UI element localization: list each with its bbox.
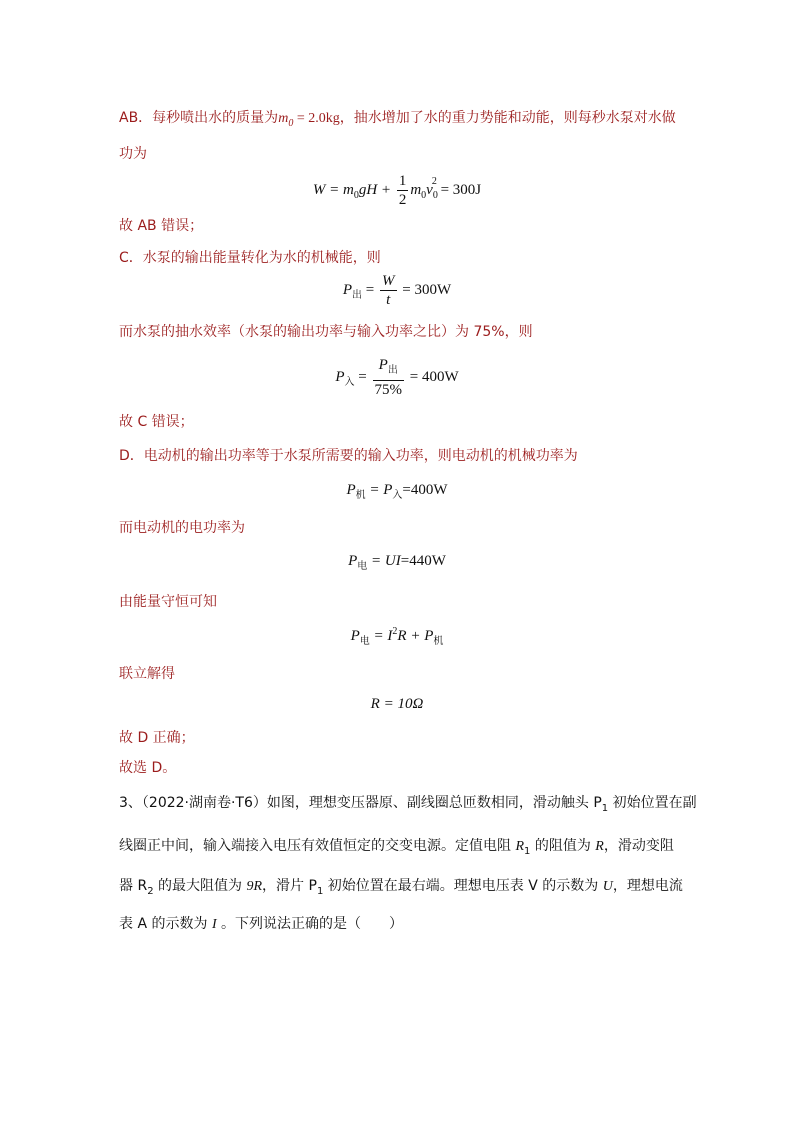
frac-t: t — [386, 292, 391, 308]
mass-symbol: m — [278, 111, 289, 126]
c-intro: C．水泵的输出能量转化为水的机械能，则 — [119, 250, 381, 266]
frac-w: W — [382, 273, 395, 289]
q3-line1-sub: 1 — [601, 802, 609, 814]
fraction-half — [397, 172, 409, 209]
efficiency-percent: 75% — [473, 324, 505, 340]
q3-line3 — [119, 876, 683, 902]
equation-p-out: $P_出$ = $\frac{W}{t}$ = 300W — [342, 273, 452, 308]
q3-line2-a: 线圈正中间，输入端接入电压有效值恒定的交变电源。定值电阻 — [119, 838, 516, 854]
equation-energy — [0, 626, 794, 647]
equation-p-in: $P_入$ = $\frac{P_出}{75\%}$ = 400W — [335, 357, 459, 398]
eq-d3-r: R + P — [397, 628, 434, 644]
eq-d2-sub: 电 — [357, 561, 368, 572]
eq-c1-p: P — [342, 281, 353, 298]
ab-prefix: AB．每秒喷出水的质量为 — [119, 110, 279, 126]
final-answer: 故选 D。 — [119, 760, 177, 776]
eq-d3-mid: = I — [369, 628, 393, 644]
eq-d1-p: P — [346, 482, 356, 498]
eq-d1-mid: = P — [365, 482, 393, 498]
d-line3: 由能量守恒可知 — [119, 594, 217, 610]
d-conclusion: 故 D 正确； — [119, 730, 195, 746]
ab-conclusion: 故 AB 错误； — [119, 218, 204, 234]
c-efficiency-line — [119, 322, 533, 342]
efficiency-text-b: ，则 — [504, 324, 533, 340]
eq-d1-result: =400W — [402, 482, 448, 498]
eq-w-left: W — [312, 181, 326, 198]
d-line2: 而电动机的电功率为 — [119, 520, 245, 536]
eq-c2-p: P — [335, 368, 345, 385]
eq-d4: R = 10Ω — [370, 696, 424, 712]
mass-subscript: 0 — [288, 117, 294, 129]
q3-line1-b: 初始位置在副 — [608, 795, 697, 811]
eq-w-vsub: 0 — [432, 189, 438, 201]
eq-c1-sub: 出 — [352, 289, 363, 301]
ab-statement-line2: 功为 — [119, 146, 147, 162]
eq-w-sub0: 0 — [353, 189, 359, 201]
equation-work — [0, 172, 794, 209]
eq-d1-sub2: 入 — [392, 490, 403, 501]
mass-value: = 2.0kg — [293, 111, 340, 126]
eq-d3-sub2: 机 — [433, 636, 444, 647]
d-intro: D．电动机的输出功率等于水泵所需要的输入功率，则电动机的机械功率为 — [119, 448, 578, 464]
q3-line3-f: ，理想电流 — [612, 878, 683, 894]
q3-r1-sub: 1 — [524, 845, 531, 857]
eq-w-sub1: 0 — [421, 189, 427, 201]
q3-i: I — [211, 917, 217, 932]
equation-p-elec — [0, 553, 794, 572]
frac-p-sub: 出 — [387, 365, 398, 376]
q3-line1 — [119, 793, 697, 819]
eq-d3-sup: 2 — [392, 626, 398, 637]
q3-r1: R — [515, 839, 525, 854]
q3-line2-b: 的阻值为 — [530, 838, 596, 854]
q3-line4-b: 。下列说法正确的是（ ） — [216, 916, 404, 932]
efficiency-text-a: 而水泵的抽水效率（水泵的输出功率与输入功率之比）为 — [119, 324, 474, 340]
d-line4: 联立解得 — [119, 666, 175, 682]
fraction-w-over-t — [380, 272, 397, 309]
q3-line4 — [119, 914, 403, 935]
eq-d2-p: P — [348, 553, 358, 569]
eq-w-gh: gH + — [358, 181, 395, 198]
c-conclusion: 故 C 错误； — [119, 414, 194, 430]
eq-w-v: v — [426, 181, 433, 198]
q3-r2-sub: 2 — [147, 885, 154, 897]
eq-d2-mid: = UI — [367, 553, 401, 569]
q3-p1-sub: 1 — [316, 885, 324, 897]
eq-w-mid: = m — [325, 181, 354, 198]
q3-line3-b: 的最大阻值为 — [153, 878, 247, 894]
q3-9r: 9R — [246, 879, 263, 894]
q3-r: R — [595, 839, 604, 854]
frac-num: 1 — [398, 173, 407, 189]
eq-c1-result: = 300W — [398, 281, 452, 298]
eq-c2-result: = 400W — [406, 368, 459, 385]
eq-d3-p: P — [350, 628, 360, 644]
equation-p-mech — [0, 482, 794, 501]
q3-u: U — [602, 879, 613, 894]
eq-d1-sub1: 机 — [355, 490, 366, 501]
frac-p: P — [378, 357, 388, 373]
ab-suffix: ，抽水增加了水的重力势能和动能，则每秒水泵对水做 — [339, 110, 676, 126]
q3-line2 — [119, 836, 674, 862]
q3-line3-d: ，滑片 P — [262, 878, 317, 894]
ab-statement-line1 — [119, 108, 676, 134]
eq-w-m0: m — [410, 181, 422, 198]
eq-d3-sub1: 电 — [359, 636, 370, 647]
q3-line3-e: 初始位置在最右端。理想电压表 V 的示数为 — [323, 878, 603, 894]
eq-d2-result: =440W — [400, 553, 446, 569]
equation-resistance — [0, 696, 794, 713]
eq-c2-sub: 入 — [344, 376, 355, 388]
q3-line4-a: 表 A 的示数为 — [119, 916, 212, 932]
q3-line2-d: ，滑动变阻 — [603, 838, 674, 854]
q3-line1-a: 3、（2022·湖南卷·T6）如图，理想变压器原、副线圈总匝数相同，滑动触头 P — [119, 795, 602, 811]
fraction-p-over-75 — [373, 356, 405, 399]
frac-den: 2 — [398, 192, 407, 208]
frac-75: 75% — [374, 382, 402, 398]
q3-line3-a: 器 R — [119, 878, 148, 894]
eq-w-vsup: 2 — [431, 175, 437, 187]
eq-w-result: = 300J — [436, 181, 482, 198]
